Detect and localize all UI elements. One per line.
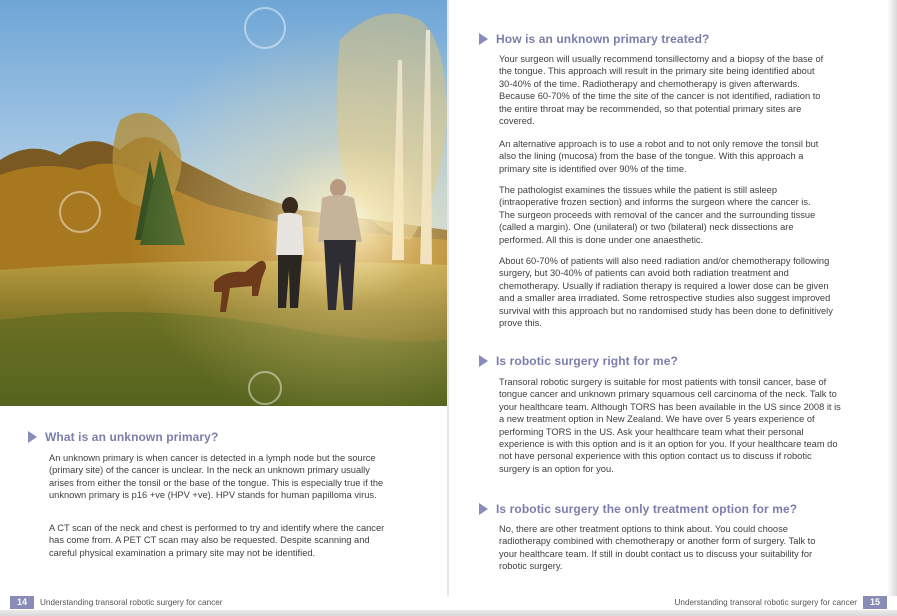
heading-marker-icon	[479, 503, 488, 515]
left-paragraph-2: A CT scan of the neck and chest is performed to try and identify where the cancer has come from. A PET CT scan may also be requested. Despite scanning and careful physical examination a primary site may not be identified.	[49, 523, 385, 558]
left-heading	[28, 430, 218, 444]
viewer-bottom-bar	[0, 610, 897, 616]
right-s1-paragraph-4: About 60-70% of patients will also need radiation and/or chemotherapy following surgery, but 30-40% of patients can avoid both radiation treatment and chemotherapy. Usually if radiation therapy is required a lower dose can be given and a smaller area irradiated. Some retrospective studies also suggest improved survival with this approach but no randomised study has been done to definitively prove this.	[499, 256, 833, 329]
right-s1-paragraph-3: The pathologist examines the tissues while the patient is still asleep (intraoperative frozen section) and informs the surgeon where the cancer is. The surgeon proceeds with removal of the cancer and the surrounding tissue (called a margin). One (unilateral) or two (bilateral) neck dissections are performed. All this is done under one anaesthetic.	[499, 185, 816, 245]
right-heading-1	[479, 32, 709, 46]
photo-illustration	[0, 0, 447, 406]
heading-marker-icon	[28, 431, 37, 443]
page-number-left: 14	[10, 596, 34, 609]
right-heading-2	[479, 354, 678, 368]
heading-only-option: Is robotic surgery the only treatment option for me?	[496, 502, 798, 516]
left-footer-text: Understanding transoral robotic surgery for cancer	[40, 598, 223, 607]
heading-marker-icon	[479, 33, 488, 45]
couple-walking-dog-photo	[0, 0, 447, 406]
heading-right-for-me: Is robotic surgery right for me?	[496, 354, 678, 368]
right-footer-text: Understanding transoral robotic surgery for cancer	[674, 598, 857, 607]
heading-how-treated: How is an unknown primary treated?	[496, 32, 710, 46]
right-s1-paragraph-2: An alternative approach is to use a robot and to not only remove the tonsil but also the lining (mucosa) from the base of the tongue. With this approach a primary site is identified over 90% of the time.	[499, 139, 819, 174]
left-footer	[10, 596, 223, 609]
right-s2-paragraph-1: Transoral robotic surgery is suitable for most patients with tonsil cancer, base of tongue cancer and unknown primary squamous cell carcinoma of the neck. Talk to your healthcare team. Although TORS has been available in the US since 2008 it is a new treatment option in New Zealand. We have over 5 years experience of performing TORS in the US. Ask your healthcare team what their personal experience is with this option and is it an option for you. If your healthcare team do not have personal experience with this option contact us to discuss if robotic surgery is an option for you.	[499, 377, 841, 474]
heading-marker-icon	[479, 355, 488, 367]
heading-unknown-primary: What is an unknown primary?	[45, 430, 219, 444]
right-footer	[674, 596, 887, 609]
right-s3-paragraph-1: No, there are other treatment options to think about. You could choose radiotherapy combined with chemotherapy or another form of surgery. Talk to your healthcare team. If still in doubt contact us to discuss your suitability for robotic surgery.	[499, 524, 816, 572]
page-number-right: 15	[863, 596, 887, 609]
right-heading-3	[479, 502, 797, 516]
page-edge-shadow	[887, 0, 897, 596]
right-s1-paragraph-1: Your surgeon will usually recommend tonsillectomy and a biopsy of the base of the tongue. This approach will result in the primary site being identified about 30-40% of the time. Radiotherapy and chemotherapy is given afterwards. Because 60-70% of the time the site of the cancer is not identified, radiation to the entire throat may be recommended, so that potential primary sites are covered.	[499, 54, 824, 127]
page-gutter	[447, 0, 449, 596]
left-paragraph-1: An unknown primary is when cancer is detected in a lymph node but the source (primary site) of the cancer is unclear. In the neck an unknown primary usually arises from either the tonsil or the base of the tongue. This is especially true if the unknown primary is p16 +ve (HPV +ve). HPV stands for human papilloma virus.	[49, 453, 384, 501]
